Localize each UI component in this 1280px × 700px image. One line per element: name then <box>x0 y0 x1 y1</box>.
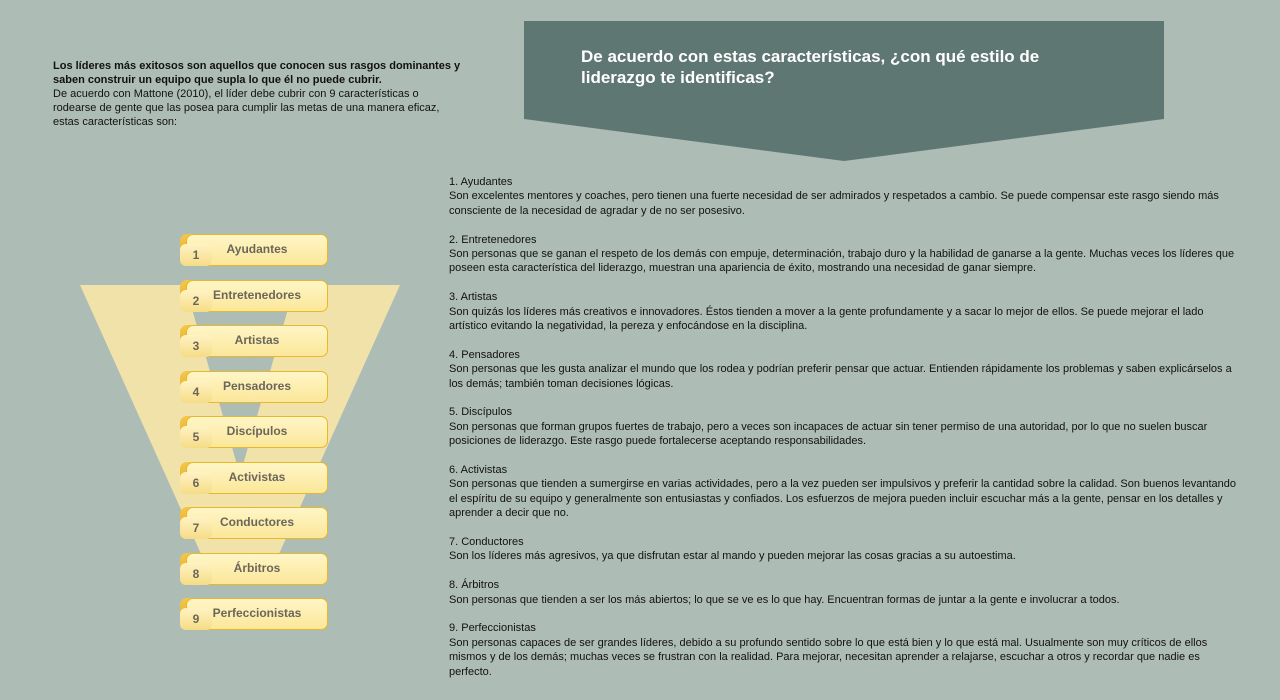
diagram-item-number: 5 <box>180 426 212 448</box>
trait-item <box>449 348 1244 391</box>
diagram-item-label: Discípulos <box>186 416 328 448</box>
trait-title: 2. Entretenedores <box>449 233 537 246</box>
trait-item <box>449 233 1244 276</box>
trait-description: Son personas que se ganan el respeto de los demás con empuje, determinación, trabajo duro y la habilidad de ganarse a la gente. Muchas veces los líderes que poseen esta característica del liderazgo, muestran una apariencia de éxito, mostrando una necesidad de ganar siempre. <box>449 248 1235 275</box>
trait-description: Son personas capaces de ser grandes líderes, debido a su profundo sentido sobre lo que está bien y lo que está mal. Usualmente son muy críticos de ellos mismos y de los demás; muchas veces se frustran con la realidad. Para mejorar, necesitan aprender a relajarse, escuchar a otros y recordar que nadie es perfecto. <box>449 636 1208 678</box>
diagram-item-1 <box>180 234 328 266</box>
trait-title: 7. Conductores <box>449 536 524 549</box>
trait-title: 9. Perfeccionistas <box>449 622 536 635</box>
diagram-item-label: Artistas <box>186 325 328 357</box>
trait-description: Son personas que les gusta analizar el mundo que los rodea y podrían preferir pensar que actuar. Entienden rápidamente los problemas y saben explicárselos a los demás; también toman decisiones lógicas. <box>449 363 1232 390</box>
diagram-item-number: 4 <box>180 381 212 403</box>
diagram-item-number: 2 <box>180 290 212 312</box>
diagram-item-4 <box>180 371 328 403</box>
trait-title: 5. Discípulos <box>449 406 512 419</box>
trait-description: Son los líderes más agresivos, ya que disfrutan estar al mando y pueden mejorar las cosas gracias a su autoestima. <box>449 550 1016 563</box>
trait-title: 4. Pensadores <box>449 348 520 361</box>
trait-item <box>449 405 1244 448</box>
diagram-item-label: Perfeccionistas <box>186 598 328 630</box>
traits-diagram <box>80 230 400 650</box>
question-title: De acuerdo con estas características, ¿con qué estilo de liderazgo te identificas? <box>581 47 1040 87</box>
trait-description: Son personas que tienden a ser los más abiertos; lo que se ve es lo que hay. Encuentran formas de juntar a la gente e involucrar a todos. <box>449 593 1120 606</box>
intro-text <box>53 59 465 129</box>
diagram-item-8 <box>180 553 328 585</box>
intro-bold: Los líderes más exitosos son aquellos que conocen sus rasgos dominantes y saben construir un equipo que supla lo que él no puede cubrir. <box>53 60 461 86</box>
trait-description: Son personas que tienden a sumergirse en varias actividades, pero a la vez pueden ser impulsivos y preferir la cantidad sobre la calidad. Son buenos levantando el espíritu de su equipo y generalmente son entusiastas y confiados. Los esfuerzos de mejora pueden incluir escuchar más a la gente, pensar en los detalles y aprender a decir que no. <box>449 478 1236 520</box>
trait-description: Son excelentes mentores y coaches, pero tienen una fuerte necesidad de ser admirados y respetados a cambio. Se puede compensar este rasgo siendo más consciente de la necesidad de agradar y de no ser posesivo. <box>449 190 1219 217</box>
trait-item <box>449 578 1244 607</box>
diagram-item-number: 1 <box>180 244 212 266</box>
trait-description: Son personas que forman grupos fuertes de trabajo, pero a veces son incapaces de actuar sin tener permiso de una autoridad, por lo que no suelen buscar posiciones de liderazgo. Este rasgo puede fortalecerse aceptando responsabilidades. <box>449 420 1208 448</box>
intro-body: De acuerdo con Mattone (2010), el líder debe cubrir con 9 características o rodearse de gente que las posea para cumplir las metas de una manera eficaz, estas características son: <box>53 88 440 128</box>
trait-item <box>449 621 1244 679</box>
diagram-item-label: Entretenedores <box>186 280 328 312</box>
diagram-item-9 <box>180 598 328 630</box>
diagram-item-number: 6 <box>180 472 212 494</box>
question-banner <box>524 21 1164 161</box>
diagram-item-2 <box>180 280 328 312</box>
diagram-item-5 <box>180 416 328 448</box>
trait-title: 6. Activistas <box>449 464 508 477</box>
diagram-item-label: Árbitros <box>186 553 328 585</box>
trait-item <box>449 463 1244 521</box>
trait-title: 8. Árbitros <box>449 579 500 592</box>
diagram-item-number: 3 <box>180 335 212 357</box>
trait-title: 3. Artistas <box>449 291 498 304</box>
banner-arrow-shape <box>524 21 1164 161</box>
diagram-item-label: Pensadores <box>186 371 328 403</box>
trait-title: 1. Ayudantes <box>449 176 513 188</box>
traits-list <box>449 175 1244 693</box>
diagram-item-6 <box>180 462 328 494</box>
trait-item <box>449 175 1244 218</box>
diagram-item-label: Ayudantes <box>186 234 328 266</box>
trait-item <box>449 535 1244 564</box>
diagram-item-3 <box>180 325 328 357</box>
diagram-item-number: 8 <box>180 563 212 585</box>
diagram-item-number: 9 <box>180 608 212 630</box>
trait-description: Son quizás los líderes más creativos e innovadores. Éstos tienden a mover a la gente profundamente y a sacar lo mejor de ellos. Se puede mejorar el lado artístico evitando la negatividad, la pereza y enfocándose en la disciplina. <box>449 305 1204 333</box>
diagram-item-label: Conductores <box>186 507 328 539</box>
diagram-item-number: 7 <box>180 517 212 539</box>
diagram-item-label: Activistas <box>186 462 328 494</box>
diagram-item-7 <box>180 507 328 539</box>
trait-item <box>449 290 1244 333</box>
